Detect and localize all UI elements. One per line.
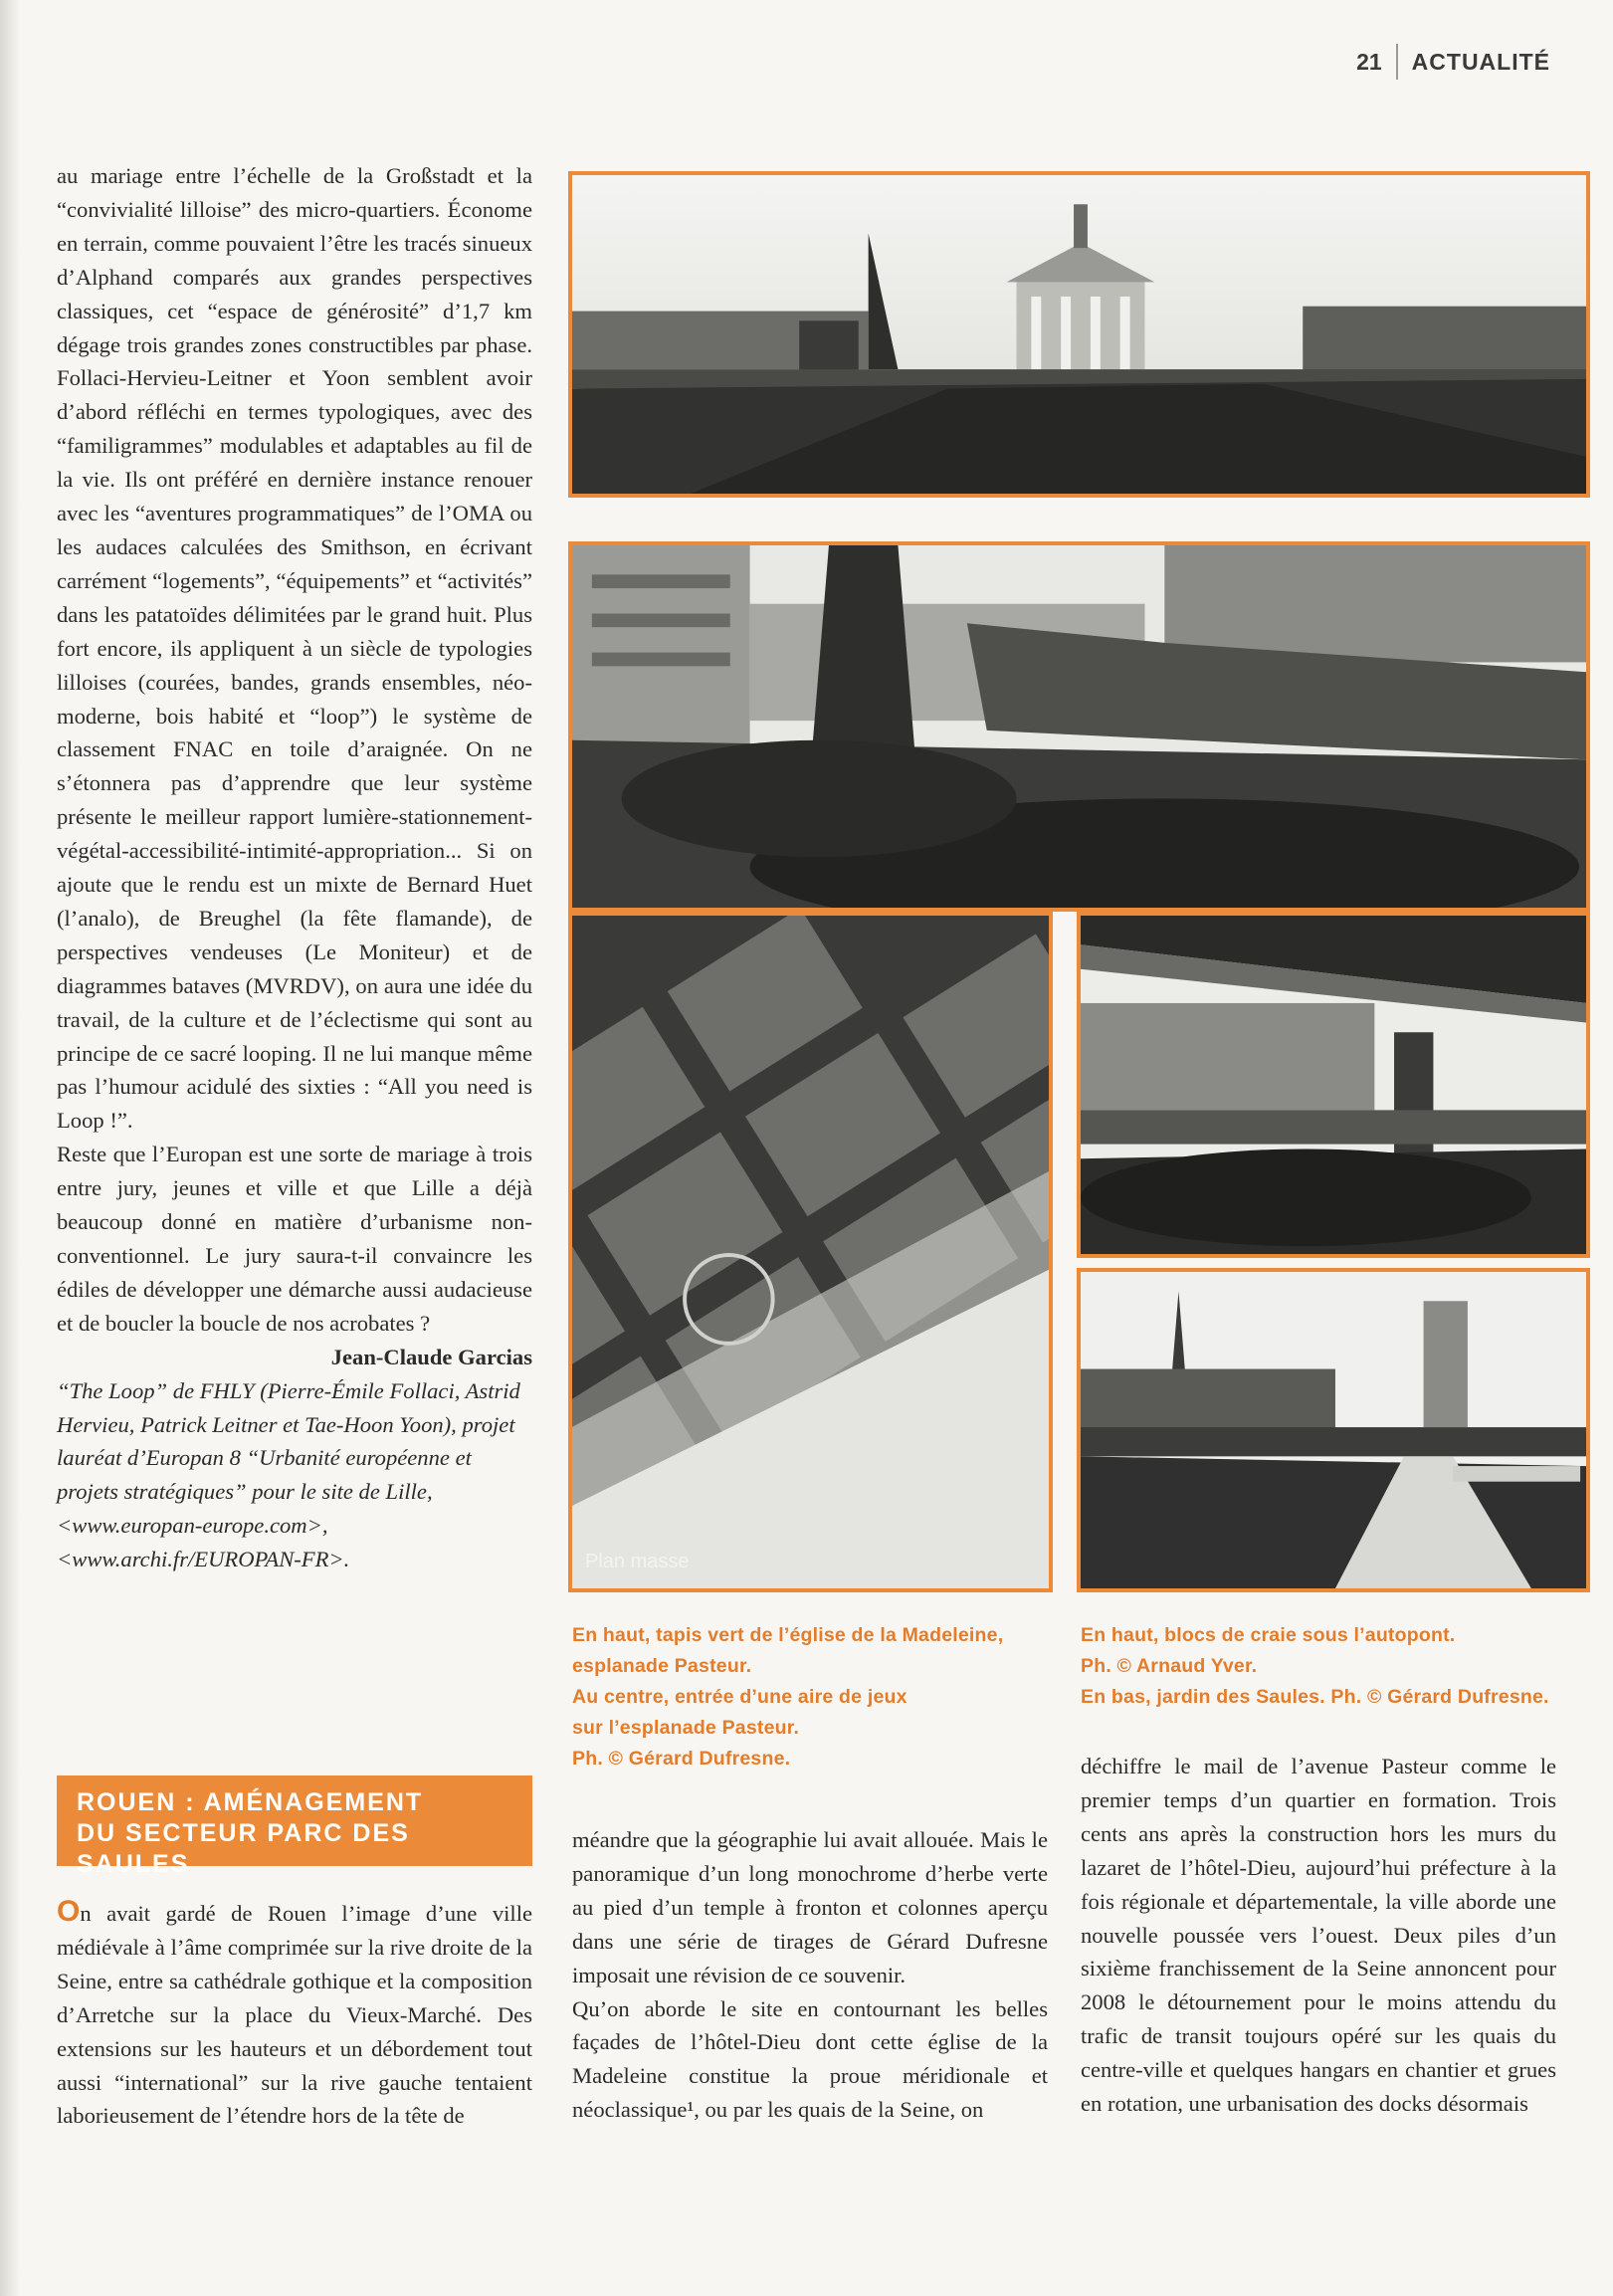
page-gutter-shadow xyxy=(0,0,20,2296)
running-header xyxy=(1356,44,1550,80)
caption-left-line-2: esplanade Pasteur. xyxy=(572,1655,752,1677)
section-title: ACTUALITÉ xyxy=(1411,48,1550,75)
caption-left xyxy=(572,1620,1040,1774)
article1-author: Jean-Claude Garcias xyxy=(330,1344,532,1369)
photo-madeleine-church xyxy=(568,171,1590,498)
article1-credit: “The Loop” de FHLY (Pierre-Émile Follaci, Astrid Hervieu, Patrick Leitner et Tae-Hoon Yoon), projet lauréat d’Europan 8 “Urbanité européenne et projets stratégiques” pour le site de Lille, <www.europan-europe.com>, <www.archi.fr/EUROPAN-FR>. xyxy=(57,1377,520,1572)
photo-overpass-chalk-blocks xyxy=(1077,912,1590,1258)
photo-playground-entrance xyxy=(568,541,1590,912)
caption-right-line-2: Ph. © Arnaud Yver. xyxy=(1081,1655,1258,1677)
article2-column-1 xyxy=(57,1895,532,2133)
article2-column-3 xyxy=(1081,1750,1556,2121)
article2-title-banner xyxy=(57,1775,532,1878)
article2-column-2-paragraph-1: méandre que la géographie lui avait allouée. Mais le panoramique d’un long monochrome d’herbe verte au pied d’un temple à fronton et colonnes aperçu dans une série de tirages de Gérard Dufresne imposait une révision de ce souvenir. xyxy=(572,1827,1048,1987)
article1-paragraph-2: Reste que l’Europan est une sorte de mariage à trois entre jury, jeunes et ville et que Lille a déjà beaucoup donné en matière d’urbanisme non-conventionnel. Le jury saura-t-il convaincre les édiles de développer une démarche aussi audacieuse et de boucler la boucle de nos acrobates ? xyxy=(57,1142,532,1336)
article2-title-line-1: ROUEN : AMÉNAGEMENT xyxy=(77,1788,424,1816)
caption-right-line-1: En haut, blocs de craie sous l’autopont. xyxy=(1081,1624,1456,1646)
header-divider xyxy=(1396,44,1398,80)
article2-title-line-2: DU SECTEUR PARC DES SAULES xyxy=(77,1819,410,1878)
article2-column-2 xyxy=(572,1823,1048,2127)
drop-cap: O xyxy=(57,1895,81,1928)
article1-column xyxy=(57,159,532,1576)
plan-masse-image xyxy=(568,912,1053,1592)
page-number: 21 xyxy=(1356,48,1382,75)
caption-right xyxy=(1081,1620,1578,1713)
caption-left-line-3: Au centre, entrée d’une aire de jeux xyxy=(572,1686,907,1708)
caption-right-line-3: En bas, jardin des Saules. Ph. © Gérard Dufresne. xyxy=(1081,1686,1549,1708)
photo-saules-garden xyxy=(1077,1268,1590,1592)
caption-left-line-5: Ph. © Gérard Dufresne. xyxy=(572,1748,791,1770)
article1-paragraph-1: au mariage entre l’échelle de la Großstadt et la “convivialité lilloise” des micro-quartiers. Économe en terrain, comme pouvaient l’être les tracés sinueux d’Alphand comparés aux grandes perspectives classiques, cet “espace de générosité” d’1,7 km dégage trois grandes zones constructibles par phase. Follaci-Hervieu-Leitner et Yoon semblent avoir d’abord réfléchi en termes typologiques, avec des “familigrammes” modulables et adaptables au fil de la vie. Ils ont préféré en dernière instance renouer avec les “aventures programmatiques” de l’OMA ou les audaces calculées des Smithson, en écrivant carrément “logements”, “équipements” et “activités” dans les patatoïdes délimitées par le grand huit. Plus fort encore, ils appliquent à un siècle de typologies lilloises (courées, bandes, grands ensembles, néo-moderne, bois habité et “loop”) le système de classement FNAC en toile d’araignée. On ne s’étonnera pas d’apprendre que leur système présente le meilleur rapport lumière-stationnement-végétal-accessibilité-intimité-appropriation... Si on ajoute que le rendu est un mixte de Bernard Huet (l’analo), de Breughel (la fête flamande), de perspectives vendeuses (Le Moniteur) et de diagrammes bataves (MVRDV), on aura une idée du travail, de la culture et de l’éclectisme qui sont au principe de ce sacré looping. Il ne lui manque même pas l’humour acidulé des sixties : “All you need is Loop !”. xyxy=(57,163,532,1134)
article2-column-2-paragraph-2: Qu’on aborde le site en contournant les belles façades de l’hôtel-Dieu dont cette église de la Madeleine constitue la proue méridionale et néoclassique¹, ou par les quais de la Seine, on xyxy=(572,1995,1048,2123)
article2-column-1-text: n avait gardé de Rouen l’image d’une ville médiévale à l’âme comprimée sur la rive droite de la Seine, entre sa cathédrale gothique et la composition d’Arretche sur la place du Vieux-Marché. Des extensions sur les hauteurs et un débordement tout aussi “international” sur la rive gauche tentaient laborieusement de l’étendre hors de la tête de xyxy=(57,1901,532,2129)
plan-label: Plan masse xyxy=(585,1551,690,1572)
caption-left-line-4: sur l’esplanade Pasteur. xyxy=(572,1717,800,1739)
article2-column-3-text: déchiffre le mail de l’avenue Pasteur comme le premier temps d’un quartier en formation. Trois cents ans après la construction hors les murs du lazaret de l’hôtel-Dieu, aujourd’hui préfecture à la fois régionale et départementale, la ville aborde une nouvelle poussée vers l’ouest. Deux piles d’un sixième franchissement de la Seine annoncent pour 2008 le détournement pour le moins attendu du trafic de transit toujours opéré sur les quais du centre-ville et quelques hangars en chantier et grues en rotation, une urbanisation des docks désormais xyxy=(1081,1754,1556,2117)
caption-left-line-1: En haut, tapis vert de l’église de la Madeleine, xyxy=(572,1624,1004,1646)
